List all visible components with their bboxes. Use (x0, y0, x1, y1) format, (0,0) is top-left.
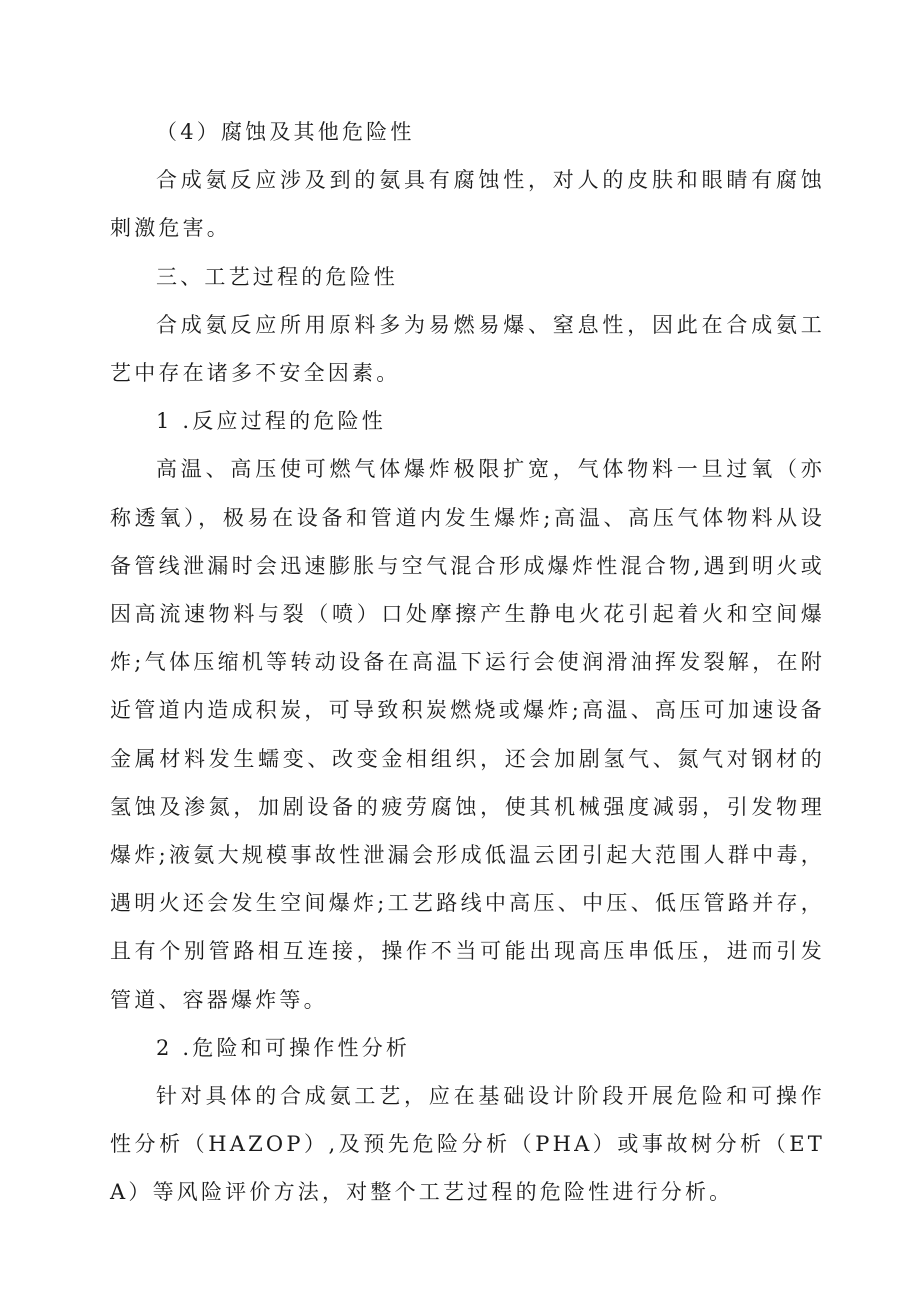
paragraph-reaction-hazards: 高温、高压使可燃气体爆炸极限扩宽，气体物料一旦过氧（亦称透氧），极易在设备和管道内发生爆炸;高温、高压气体物料从设备管线泄漏时会迅速膨胀与空气混合形成爆炸性混合物,遇到明火或因高流速物料与裂（喷）口处摩擦产生静电火花引起着火和空间爆炸;气体压缩机等转动设备在高温下运行会使润滑油挥发裂解，在附近管道内造成积炭，可导致积炭燃烧或爆炸;高温、高压可加速设备金属材料发生蠕变、改变金相组织，还会加剧氢气、氮气对钢材的氢蚀及渗氮，加剧设备的疲劳腐蚀，使其机械强度减弱，引发物理爆炸;液氨大规模事故性泄漏会形成低温云团引起大范围人群中毒，遇明火还会发生空间爆炸;工艺路线中高压、中压、低压管路并存，且有个别管路相互连接，操作不当可能出现高压串低压，进而引发管道、容器爆炸等。 (110, 457, 825, 1012)
section-heading-process-hazards: 三、工艺过程的危险性 (156, 264, 398, 289)
document-body (110, 108, 825, 1217)
subsection-heading-corrosion: （4）腐蚀及其他危险性 (156, 120, 415, 144)
paragraph-ammonia-corrosion: 合成氨反应涉及到的氨具有腐蚀性，对人的皮肤和眼睛有腐蚀刺激危害。 (110, 168, 825, 241)
paragraph-raw-materials: 合成氨反应所用原料多为易燃易爆、窒息性，因此在合成氨工艺中存在诸多不安全因素。 (110, 312, 825, 386)
subsection-heading-hazop: 2 .危险和可操作性分析 (156, 1035, 411, 1060)
paragraph-hazop: 针对具体的合成氨工艺，应在基础设计阶段开展危险和可操作性分析（HAZOP）,及预先危险分析（PHA）或事故树分析（ETA）等风险评价方法，对整个工艺过程的危险性进行分析。 (110, 1084, 825, 1205)
subsection-heading-reaction-hazards: 1 .反应过程的危险性 (156, 409, 386, 434)
